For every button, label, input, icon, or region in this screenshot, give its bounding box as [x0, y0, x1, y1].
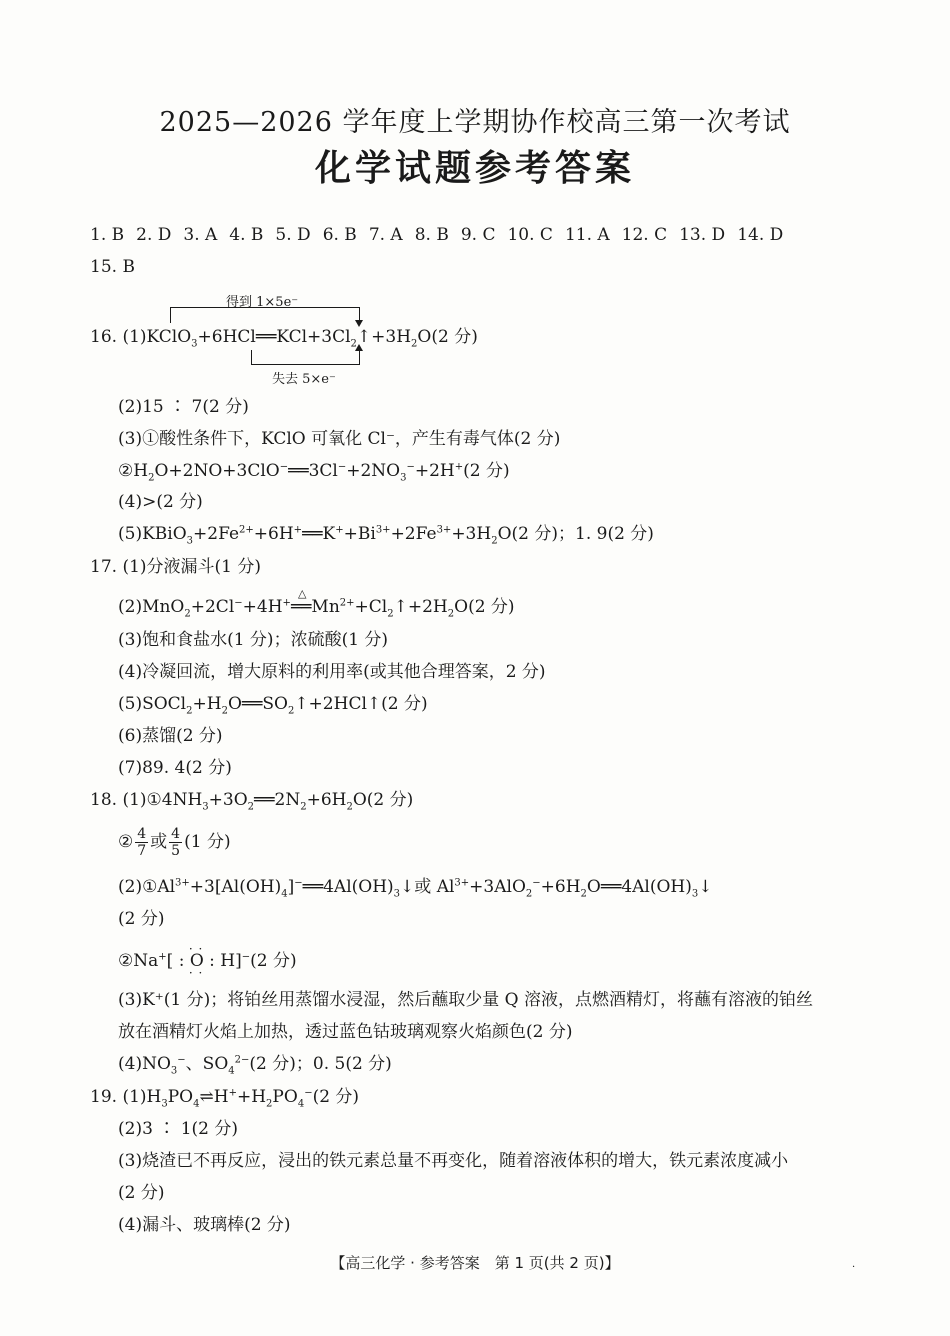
mc-answer: 1. B: [90, 225, 125, 245]
q17-part2: (2)MnO$_2$+2Cl−+4H+══ △ $Mn^{2+}+Cl_2↑+2H_2O(2$ 分): [118, 587, 515, 620]
mc-answer: 7. A: [368, 225, 403, 245]
q16-part3-equation: $②H_2O+2NO+3ClO^-══3Cl^-+2NO_3^-+2H^+(2$ 分): [118, 461, 510, 484]
mc-answer: 6. B: [322, 225, 357, 245]
mc-answer: 12. C: [621, 225, 668, 245]
stray-mark: ·: [852, 1262, 856, 1273]
q17-part6: (6)蒸馏(2 分): [118, 726, 223, 746]
mc-answer: 4. B: [229, 225, 264, 245]
mc-answer: 3. A: [183, 225, 218, 245]
q16-part5: $(5)KBiO_3+2Fe^{2+}+6H^+══K^++Bi^{3+}+2Fe^{3+}+3H_2O(2$ 分)；1. 9(2 分): [118, 524, 654, 547]
q16-part4: (4)>(2 分): [118, 492, 203, 512]
q18-part2: $(2)①Al^{3+}+3[Al(OH)_4]^-══4Al(OH)_3↓$或 $Al^{3+}+3AlO_2^-+6H_2O══4Al(OH)_3↓$: [118, 877, 713, 900]
q18-part2-score: (2 分): [118, 909, 165, 929]
q19-part3-line2: (2 分): [118, 1183, 165, 1203]
electron-gain-label: 得到 1×5e⁻: [226, 295, 299, 310]
q19-part1: 19. $(1)H_3PO_4\rightleftharpoons H^++H_2PO_4^-(2$ 分): [90, 1087, 360, 1110]
mc-answer: 8. B: [414, 225, 449, 245]
q17-part3: (3)饱和食盐水(1 分)；浓硫酸(1 分): [118, 630, 389, 650]
mc-answer-15: 15. B: [90, 257, 135, 277]
q17-part5: $(5)SOCl_2+H_2O══SO_2↑+2HCl↑(2$ 分): [118, 694, 428, 717]
q17-part7: (7)89. 4(2 分): [118, 758, 232, 778]
electron-loss-bracket: [251, 350, 360, 365]
mc-answer: 10. C: [507, 225, 553, 245]
q16-part3: (3)①酸性条件下，KClO 可氧化 Cl⁻，产生有毒气体(2 分): [118, 429, 561, 449]
q19-part2: (2)3 ∶ 1(2 分): [118, 1119, 239, 1139]
q16-part2: (2)15 ∶ 7(2 分): [118, 397, 249, 417]
q18-part1b: ② $\frac{4}{7}$ 或 $\frac{4}{5}$ (1 分): [118, 826, 231, 859]
page-footer: 【高三化学 · 参考答案 第 1 页(共 2 页)】: [330, 1254, 620, 1272]
exam-title: 2025—2026 学年度上学期协作校高三第一次考试: [159, 107, 791, 138]
electron-loss-arrowhead: [355, 344, 363, 351]
mc-answer: 11. A: [564, 225, 610, 245]
q19-part4: (4)漏斗、玻璃棒(2 分): [118, 1215, 291, 1235]
q18-part2b: ②Na+[ : · · O · · : H]−(2 分): [118, 950, 297, 972]
q18-part3-line1: (3)K⁺(1 分)；将铂丝用蒸馏水浸湿，然后蘸取少量 Q 溶液，点燃酒精灯，将蘸有溶液的铂丝: [118, 990, 813, 1010]
mc-answer: 14. D: [737, 225, 784, 245]
q18-part1: 18. $(1)①4NH_3+3O_2══2N_2+6H_2O(2$ 分): [90, 790, 414, 813]
q16-part1: 16. $(1)KClO_3+6HCl══KCl+3Cl_2↑+3H_2O(2$ 分): [90, 327, 478, 350]
mc-answer: 5. D: [275, 225, 311, 245]
electron-gain-bracket: [170, 307, 360, 323]
q17-part1: 17. (1)分液漏斗(1 分): [90, 557, 262, 577]
answer-key-title: 化学试题参考答案: [314, 148, 635, 189]
mc-answer: 9. C: [460, 225, 496, 245]
q19-part3-line1: (3)烧渣已不再反应，浸出的铁元素总量不再变化，随着溶液体积的增大，铁元素浓度减小: [118, 1151, 789, 1171]
q18-part3-line2: 放在酒精灯火焰上加热，透过蓝色钴玻璃观察火焰颜色(2 分): [118, 1022, 573, 1042]
q18-part4: $(4)NO_3^-$、$SO_4^{2-}(2$ 分)；0. 5(2 分): [118, 1054, 392, 1077]
electron-dot-oxygen: · · O · ·: [190, 950, 204, 972]
q17-part4: (4)冷凝回流，增大原料的利用率(或其他合理答案，2 分): [118, 662, 546, 682]
mc-answer: 2. D: [136, 225, 172, 245]
fraction: $\frac{4}{7}$: [137, 826, 147, 859]
electron-loss-label: 失去 5×e⁻: [272, 372, 336, 387]
mc-answers-row: [90, 224, 783, 246]
mc-answer: 13. D: [679, 225, 726, 245]
fraction: $\frac{4}{5}$: [171, 826, 181, 859]
